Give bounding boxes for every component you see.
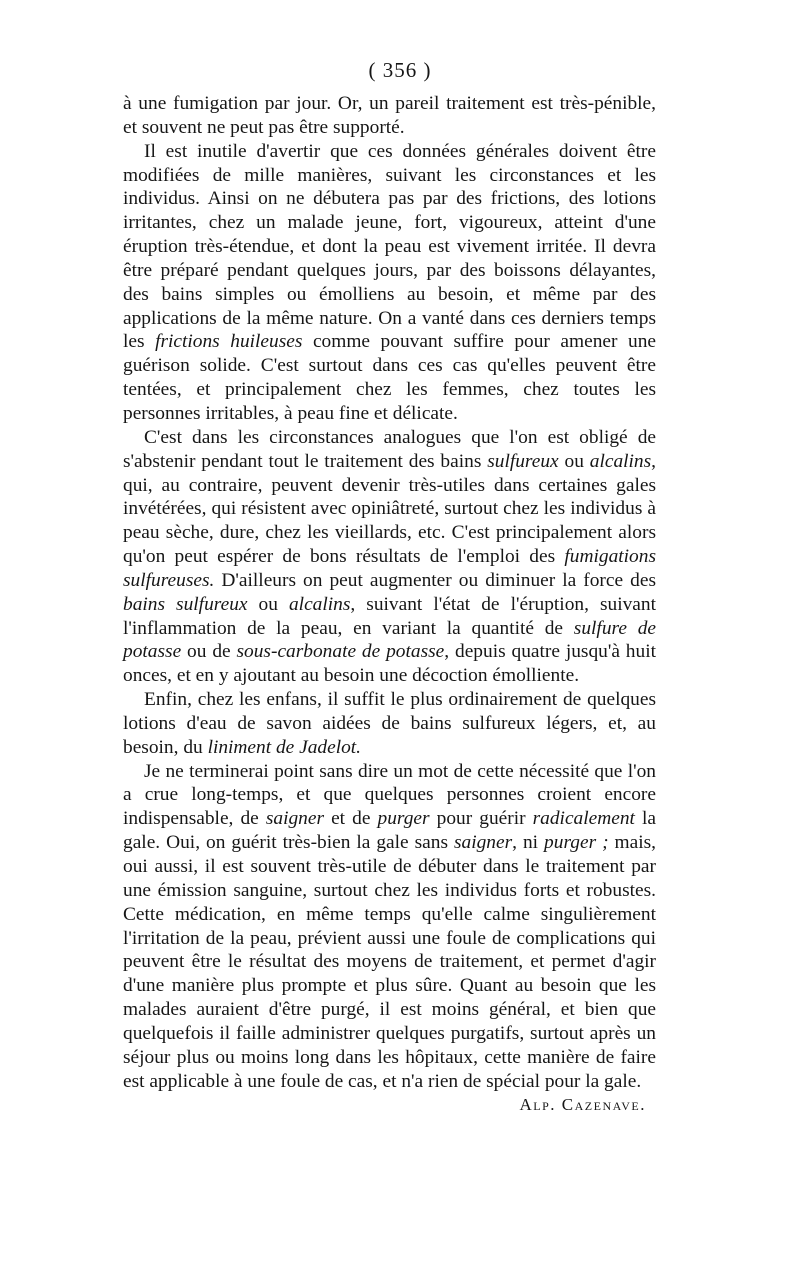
page-number: ( 356 ) <box>368 58 432 82</box>
text-run: la gale. Oui, on guérit très-bien la gale sans <box>123 808 656 854</box>
text-run: D'ailleurs on peut augmenter ou diminuer la force des <box>214 569 656 591</box>
italic-text: alcalins <box>288 593 351 615</box>
italic-text: sulfureux <box>487 450 559 472</box>
italic-text: fumigations sulfureuses. <box>123 546 656 591</box>
italic-text: purger ; <box>544 832 609 854</box>
text-run: , qui, au contraire, peuvent devenir très-utiles dans certaines gales invétérées, qui résistent avec opiniâtreté, surtout chez les individus à peau sèche, dure, chez les vieillards, etc. C'est principalement alors qu'on peut espérer de bons résultats de l'emploi des <box>123 450 657 568</box>
italic-text: radicalement <box>532 808 635 830</box>
text-run: comme pouvant suffire pour amener une guérison solide. C'est surtout dans ces cas qu'elles peuvent être tentées, et principalement chez les femmes, chez toutes les personnes irritables, à peau fine et délicate. <box>123 331 657 424</box>
italic-text: bains sulfureux <box>123 593 248 615</box>
italic-text: saigner <box>453 832 513 854</box>
text-run: et de <box>324 808 378 830</box>
italic-text: frictions huileuses <box>155 331 303 353</box>
italic-text: alcalins <box>589 450 652 472</box>
paragraph <box>123 426 656 688</box>
text-run: , depuis quatre jusqu'à huit onces, et en y ajoutant au besoin une décoction émolliente. <box>123 641 656 687</box>
paragraph <box>123 760 656 1115</box>
author-signature: Alp. Cazenave. <box>519 1095 646 1115</box>
text-run: ou de <box>181 641 237 663</box>
text-run: mais, oui aussi, il est souvent très-utile de débuter dans le traitement par une émission sanguine, surtout chez les individus forts et robustes. Cette médication, en même temps qu'elle calme singulièrement l'irritation de la peau, prévient aussi une foule de complications qui peuvent être le résultat des moyens de traitement, et permet d'agir d'une manière plus prompte et plus sûre. Quant au besoin que les malades auraient d'être purgé, il est moins général, et bien que quelquefois il faille administrer quelques purgatifs, surtout après un séjour plus ou moins long dans les hôpitaux, cette manière de faire est applicable à une foule de cas, et n'a rien de spécial pour la gale. <box>123 832 656 1092</box>
italic-text: saigner <box>265 808 325 830</box>
italic-text: sous-carbonate de potasse <box>236 641 445 663</box>
text-run: Je ne terminerai point sans dire un mot de cette nécessité que l'on a crue long-temps, et que quelques personnes croient encore indispensable, de <box>123 760 656 830</box>
text-run: , ni <box>512 832 545 854</box>
text-run: Il est inutile d'avertir que ces données générales doivent être modifiées de mille manières, suivant les circonstances et les individus. Ainsi on ne débutera pas par des frictions, des lotions irritantes, chez un malade jeune, fort, vigoureux, atteint d'une éruption très-étendue, et dont la peau est vivement irritée. Il devra être préparé pendant quelques jours, par des boissons délayantes, des bains simples ou émolliens au besoin, et même par des applications de la même nature. On a vanté dans ces derniers temps les <box>123 140 656 353</box>
text-run: Enfin, chez les enfans, il suffit le plus ordinairement de quelques lotions d'eau de savon aidées de bains sulfureux légers, et, au besoin, du <box>123 689 656 758</box>
text-run: à une fumigation par jour. Or, un pareil traitement est très-pénible, et souvent ne peut pas être supporté. <box>123 93 656 138</box>
body-text <box>123 92 656 1117</box>
text-run: pour guérir <box>429 808 533 830</box>
paragraph <box>123 688 656 760</box>
text-run: C'est dans les circonstances analogues que l'on est obligé de s'abstenir pendant tout le traitement des bains <box>123 426 656 472</box>
italic-text: liniment de Jadelot. <box>207 736 362 758</box>
text-run: ou <box>558 450 590 472</box>
text-run: , suivant l'état de l'éruption, suivant l'inflammation de la peau, en variant la quantité de <box>123 593 656 639</box>
italic-text: purger <box>377 808 430 830</box>
italic-text: sulfure de potasse <box>123 617 656 663</box>
text-run: ou <box>247 593 289 615</box>
paragraph <box>123 140 656 426</box>
paragraph <box>123 92 656 140</box>
